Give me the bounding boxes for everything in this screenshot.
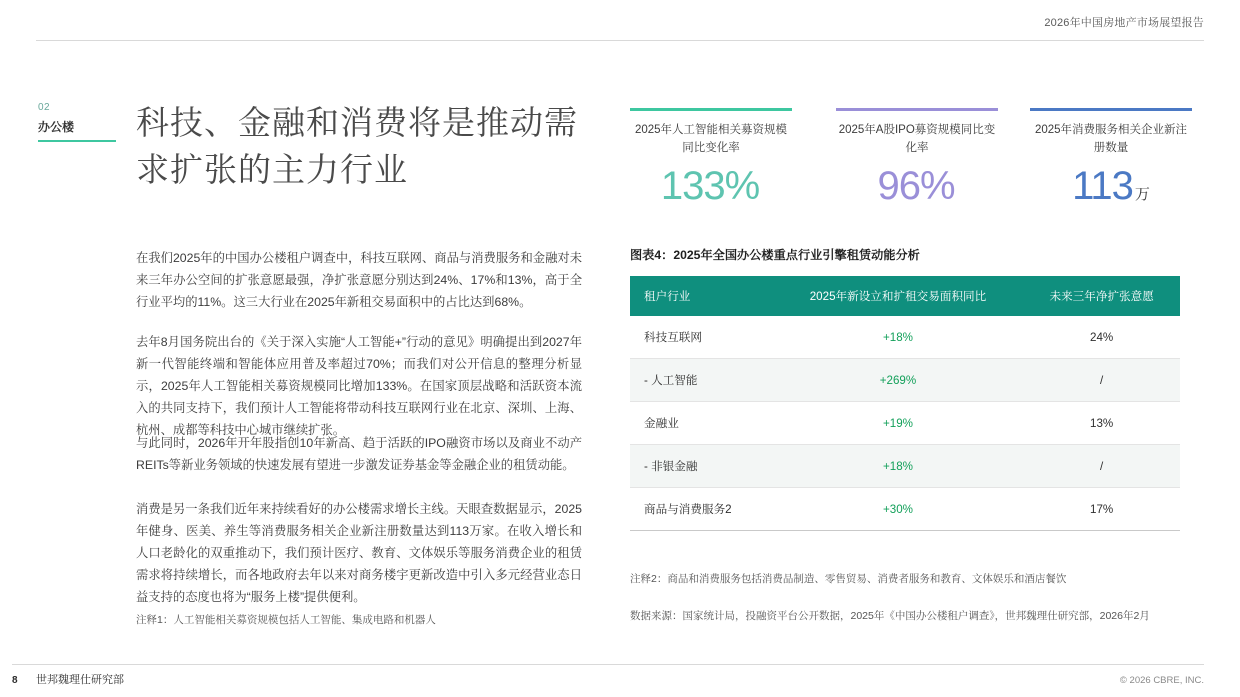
page-number: 8 — [12, 675, 18, 686]
kpi-accent-bar — [1030, 108, 1192, 111]
kpi-value — [630, 164, 792, 209]
cell-intent: / — [1023, 359, 1180, 402]
cell-industry: 金融业 — [630, 402, 773, 445]
cell-intent: 13% — [1023, 402, 1180, 445]
kpi-value — [1030, 164, 1192, 209]
cell-intent: 17% — [1023, 488, 1180, 531]
table-header-intent: 未来三年净扩张意愿 — [1023, 276, 1180, 316]
cell-yoy: +18% — [773, 445, 1024, 488]
section-name: 办公楼 — [38, 120, 75, 134]
cell-yoy: +18% — [773, 316, 1024, 359]
table-row — [630, 316, 1180, 359]
body-paragraph-1: 在我们2025年的中国办公楼租户调查中，科技互联网、商品与消费服务和金融对未来三年办公空间的扩张意愿最强，净扩张意愿分别达到24%、17%和13%，高于全行业平均的11%。这三大行业在2025年新租交易面积中的占比达到68%。 — [136, 251, 582, 310]
cell-industry: - 人工智能 — [630, 359, 773, 402]
body-paragraph-4: 消费是另一条我们近年来持续看好的办公楼需求增长主线。天眼查数据显示，2025年健身、医美、养生等消费服务相关企业新注册数量达到113万家。在收入增长和人口老龄化的双重推动下，我们预计医疗、教育、文体娱乐等服务消费企业的租赁需求将持续增长，而各地政府去年以来对商务楼宇更新改造中引入多元经营业态日益支持的态度也将为“服务上楼”提供便利。 — [136, 502, 582, 604]
body-paragraph-2: 去年8月国务院出台的《关于深入实施“人工智能+”行动的意见》明确提出到2027年新一代智能终端和智能体应用普及率超过70%；而我们对公开信息的整理分析显示，2025年人工智能相关募资规模同比增加133%。在国家顶层战略和活跃资本流入的共同支持下，我们预计人工智能将带动科技互联网行业在北京、深圳、上海、杭州、成都等科技中心城市继续扩张。 — [136, 335, 582, 437]
header-divider — [36, 40, 1204, 41]
figure-source: 数据来源：国家统计局，投融资平台公开数据，2025年《中国办公楼租户调查》，世邦魏理仕研究部，2026年2月 — [630, 610, 1150, 622]
page-title: 科技、金融和消费将是推动需求扩张的主力行业 — [136, 103, 578, 189]
header-title: 2026年中国房地产市场展望报告 — [1044, 17, 1204, 29]
section-number: 02 — [38, 102, 51, 113]
footnote-1: 注释1：人工智能相关募资规模包括人工智能、集成电路和机器人 — [136, 614, 436, 626]
kpi-value-number: 113 — [1072, 163, 1133, 208]
footer-organization: 世邦魏理仕研究部 — [36, 674, 124, 686]
kpi-value — [836, 164, 998, 209]
footer-copyright: © 2026 CBRE, INC. — [1119, 675, 1204, 686]
kpi-card-ipo-funding — [836, 108, 998, 209]
kpi-label: 2025年消费服务相关企业新注册数量 — [1034, 124, 1188, 154]
kpi-value-unit: 万 — [1134, 185, 1150, 203]
cell-yoy: +269% — [773, 359, 1024, 402]
table-header-yoy: 2025年新设立和扩租交易面积同比 — [773, 276, 1024, 316]
figure-table — [630, 276, 1180, 531]
cell-intent: 24% — [1023, 316, 1180, 359]
cell-yoy: +19% — [773, 402, 1024, 445]
kpi-label: 2025年A股IPO募资规模同比变化率 — [838, 124, 996, 154]
kpi-accent-bar — [630, 108, 792, 111]
table-row — [630, 488, 1180, 531]
kpi-value-number: 96% — [877, 163, 955, 208]
section-underline — [38, 140, 116, 142]
table-row — [630, 445, 1180, 488]
footer-divider — [12, 664, 1204, 665]
table-header-row — [630, 276, 1180, 316]
kpi-card-ai-funding — [630, 108, 792, 209]
kpi-label: 2025年人工智能相关募资规模同比变化率 — [634, 124, 788, 154]
figure-title: 图表4：2025年全国办公楼重点行业引擎租赁动能分析 — [630, 248, 920, 262]
table-header-industry: 租户行业 — [630, 276, 773, 316]
table-row — [630, 402, 1180, 445]
figure-note: 注释2：商品和消费服务包括消费品制造、零售贸易、消费者服务和教育、文体娱乐和酒店餐饮 — [630, 573, 1067, 585]
body-paragraph-3: 与此同时，2026年开年股指创10年新高、趋于活跃的IPO融资市场以及商业不动产REITs等新业务领域的快速发展有望进一步激发证券基金等金融企业的租赁动能。 — [136, 436, 582, 473]
cell-industry: - 非银金融 — [630, 445, 773, 488]
kpi-card-new-registrations — [1030, 108, 1192, 209]
table-row — [630, 359, 1180, 402]
kpi-accent-bar — [836, 108, 998, 111]
cell-yoy: +30% — [773, 488, 1024, 531]
cell-industry: 商品与消费服务2 — [630, 488, 773, 531]
cell-industry: 科技互联网 — [630, 316, 773, 359]
cell-intent: / — [1023, 445, 1180, 488]
kpi-value-number: 133% — [660, 163, 760, 208]
